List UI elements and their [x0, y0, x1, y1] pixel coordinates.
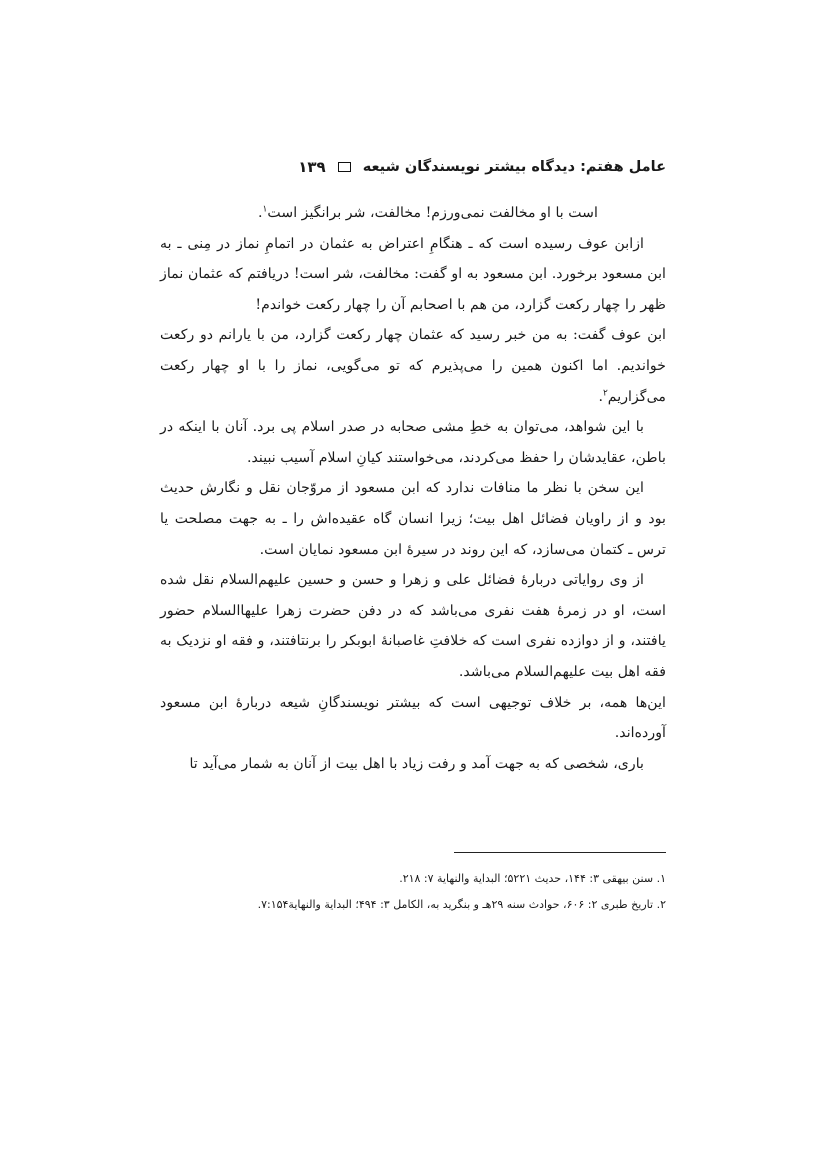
page-number: ۱۳۹	[298, 158, 326, 176]
paragraph: با این شواهد، می‌توان به خطِ مشی صحابه در صدر اسلام پی برد. آنان با اینکه در باطن، عقایدشان را حفظ می‌کردند، می‌خواستند کیانِ اسلام آسیب نبیند.	[160, 419, 666, 466]
footnote: ۲. تاریخ طبری ۲: ۶۰۶، حوادث سنه ۲۹هـ و بنگرید به، الکامل ۳: ۴۹۴؛ البدایة والنهایة۷:۱۵۴.	[257, 898, 666, 911]
paragraph: است با او مخالفت نمی‌ورزم! مخالفت، شر برانگیز است$^۱$.	[258, 204, 598, 221]
paragraph: از وی روایاتی دربارهٔ فضائل علی و زهرا و حسن و حسین علیهم‌السلام نقل شده است، او در زمرهٔ هفت نفری می‌باشد که در دفن حضرت زهرا علیهاالسلام حضور یافتند، و از دوازده نفری است که خلافتِ غاصبانهٔ ابوبکر را برنتافتند، و فقه او نزدیک به فقه اهل بیت علیهم‌السلام می‌باشد.	[160, 572, 666, 680]
footnote-mark: ۲	[602, 387, 608, 398]
paragraph: ازابن عوف رسیده است که ـ هنگامِ اعتراض به عثمان در اتمامِ نماز در مِنی ـ به ابن مسعود برخورد. ابن مسعود به او گفت: مخالفت، شر است! دریافتم که عثمان نماز ظهر را چهار رکعت گزارد، من هم با اصحابم آن را چهار رکعت خواندم!	[160, 235, 666, 313]
body-text	[160, 198, 666, 779]
paragraph: این‌ها همه، بر خلاف توجیهی است که بیشتر نویسندگانِ شیعه دربارهٔ ابن مسعود آورده‌اند.	[160, 694, 666, 742]
paragraph: این سخن با نظر ما منافات ندارد که ابن مسعود از مروّجان نقل و نگارش حدیث بود و از راویان فضائل اهل بیت؛ زیرا انسان گاه عقیده‌اش را ـ به جهت مصلحت یا ترس ـ کتمان می‌سازد، که این روند در سیرهٔ ابن مسعود نمایان است.	[160, 480, 666, 558]
square-icon	[338, 162, 351, 172]
footnote-mark: ۱	[262, 204, 268, 215]
paragraph: ابن عوف گفت: به من خبر رسید که عثمان چهار رکعت گزارد، من با یارانم دو رکعت خواندیم. اما اکنون همین را می‌پذیرم که تو می‌گویی، نماز را با او چهار رکعت می‌گزاریم$^۲$.	[160, 327, 666, 405]
chapter-title: عامل هفتم: دیدگاه بیشتر نویسندگان شیعه	[362, 159, 666, 175]
paragraph: باری، شخصی که به جهت آمد و رفت زیاد با اهل بیت از آنان به شمار می‌آید تا	[189, 755, 644, 772]
footnote-divider	[454, 852, 666, 853]
footnotes	[160, 866, 666, 918]
footnote: ۱. سنن بیهقی ۳: ۱۴۴، حدیث ۵۲۲۱؛ البدایة والنهایة ۷: ۲۱۸.	[399, 872, 666, 885]
running-header	[160, 158, 666, 176]
